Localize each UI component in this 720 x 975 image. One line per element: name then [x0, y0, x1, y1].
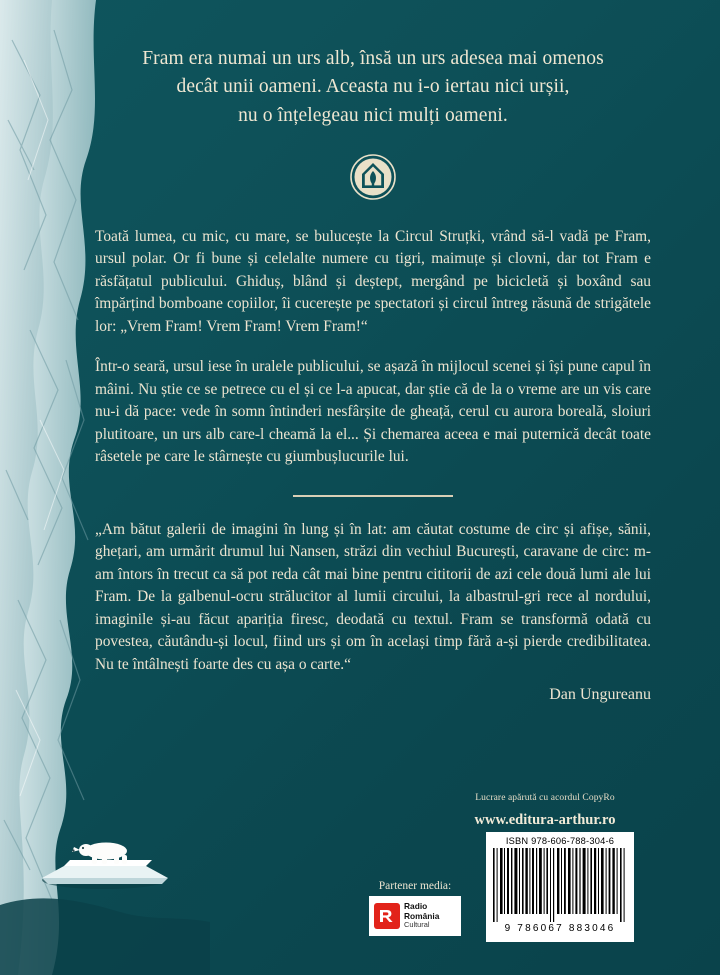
quote-attribution: Dan Ungureanu — [549, 686, 651, 704]
radio-logo-line-1: Radio — [404, 901, 428, 912]
divider — [293, 495, 453, 497]
publisher-emblem-icon — [350, 154, 396, 200]
barcode-block — [486, 832, 634, 942]
paragraph-1: Toată lumea, cu mic, cu mare, se bulucește la Circul Struțki, vrând să-l vadă pe Fram, ursul polar. Or fi bune și celelalte numere cu tigri, maimuțe și clovni, dar tot Fram e răsfățatul publicului. Ghiduș, blând și deștept, mergând pe bicicletă și boxând sau împărțind bomboane copiilor, îi cucerește pe spectatori și circul întreg răsună de strigătele lor: „Vrem Fram! Vrem Fram! Vrem Fram!“ — [95, 227, 651, 335]
headline — [88, 0, 658, 130]
emblem-container — [88, 154, 658, 200]
copyro-note: Lucrare apărută cu acordul CopyRo — [475, 793, 615, 803]
radio-romania-cultural-logo — [369, 896, 461, 936]
headline-line-3: nu o înțelegeau nici mulți oameni. — [238, 104, 508, 126]
publisher-website[interactable]: www.editura-arthur.ro — [474, 812, 616, 828]
partner-label: Partener media: — [378, 880, 452, 892]
isbn-text: ISBN 978-606-788-304-6 — [505, 836, 615, 846]
radio-logo-line-2: România — [404, 910, 440, 921]
quote-text: „Am bătut galerii de imagini în lung și în lat: am căutat costume de circ și afișe, sănii, ghețari, am urmărit drumul lui Nansen, străzi din vechiul București, caravane de circ: m-am întors în trecut ca să pot reda cât mai bine pentru cititorii de azi cele două lumi ale lui Fram. De la galbenul-ocru strălucitor al lumii circului, la albastrul-gri rece al nordului, imaginile și-au făcut apariția firesc, deodată cu textul. Fram se transformă odată cu povestea, căutându-și locul, fiind urs și om în același timp fără a-și pierde credibilitatea. Nu te întâlnești foarte des cu așa o carte.“ — [95, 520, 651, 673]
headline-line-1: Fram era numai un urs alb, însă un urs adesea mai omenos — [142, 48, 604, 69]
radio-logo-line-3: Cultural — [404, 920, 430, 930]
barcode-digits: 9 786067 883046 — [504, 923, 616, 934]
headline-line-2: decât unii oameni. Aceasta nu i-o iertau nici urșii, — [176, 76, 570, 98]
barcode-bars — [490, 848, 630, 922]
paragraph-2: Într-o seară, ursul iese în uralele publicului, se așază în mijlocul scenei și își pune capul în mâini. Nu știe ce se petrece cu el și ce l-a apucat, dar știe că de la o vreme are un vis care nu-i dă pace: vede în somn întinderi nesfârșite de gheață, cerul cu aurora boreală, sloiuri plutitoare, un urs alb care-l cheamă la el... Și chemarea aceea e mai puternică decât toate râsetele pe care le stârnește cu giumbușlucurile lui. — [95, 358, 651, 466]
radio-logo-text — [404, 902, 439, 929]
radio-romania-mark-icon — [374, 903, 400, 929]
